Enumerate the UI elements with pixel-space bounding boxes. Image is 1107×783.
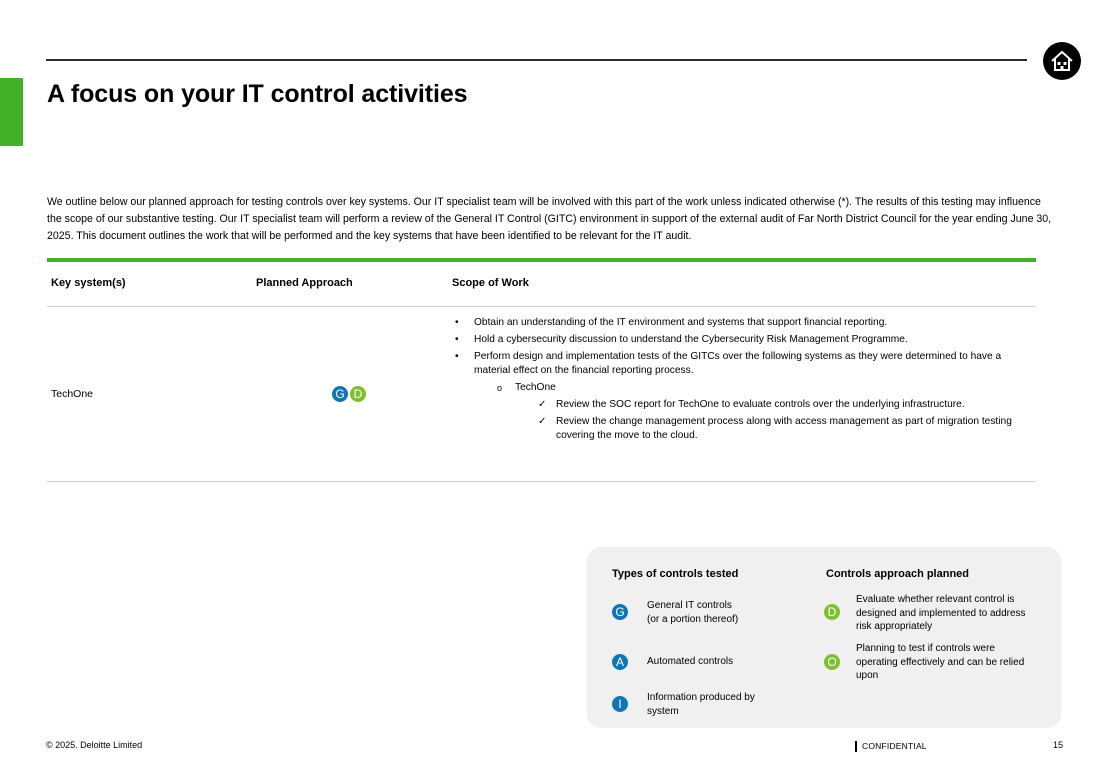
legend-approach-heading: Controls approach planned (826, 568, 970, 580)
accent-bar (0, 78, 23, 146)
home-icon (1050, 50, 1074, 72)
home-button[interactable] (1043, 42, 1081, 80)
scope-check-item: ✓ Review the SOC report for TechOne to evaluate controls over the underlying infrastructure. (538, 399, 965, 410)
d-badge-icon: D (350, 386, 366, 402)
top-rule (46, 59, 1027, 61)
table-top-rule (47, 258, 1036, 262)
footer-copyright: © 2025. Deloitte Limited (46, 740, 143, 750)
legend-information-produced: Information produced by system (647, 692, 755, 717)
legend-general-it-controls: General IT controls (or a portion thereof) (647, 600, 739, 625)
scope-bullet: • Obtain an understanding of the IT environment and systems that support financial reporting. (455, 317, 888, 328)
planned-approach-badges (332, 386, 366, 402)
legend-design-implementation: Evaluate whether relevant control is designed and implemented to address risk appropriately (856, 594, 1026, 632)
table-header-divider (47, 306, 1036, 307)
scope-check-item: ✓ Review the change management process along with access management as part of migration testing covering the move to the cloud. (538, 416, 1012, 441)
legend-automated-controls: Automated controls (647, 656, 734, 667)
scope-bullet: • Perform design and implementation tests of the GITCs over the following systems as they were determined to have a material effect on the financial reporting process. (455, 351, 1002, 376)
a-badge-icon: A (612, 654, 628, 670)
check-icon: ✓ (538, 399, 547, 410)
page-number: 15 (1053, 740, 1064, 750)
footer-divider (855, 741, 857, 752)
footer-confidential: CONFIDENTIAL (862, 741, 927, 751)
scope-of-work (452, 316, 1032, 446)
i-badge-icon: I (612, 696, 628, 712)
g-badge-icon: G (332, 386, 348, 402)
legend-panel (587, 547, 1061, 728)
scope-sub-bullet: o TechOne (497, 382, 556, 393)
d-badge-icon: D (824, 604, 840, 620)
page-title: A focus on your IT control activities (47, 80, 468, 108)
legend-types-heading: Types of controls tested (612, 568, 739, 580)
scope-bullet: • Hold a cybersecurity discussion to understand the Cybersecurity Risk Management Programme. (455, 334, 908, 345)
check-icon: ✓ (538, 416, 547, 427)
header-planned-approach: Planned Approach (256, 277, 353, 289)
header-key-systems: Key system(s) (51, 277, 126, 289)
intro-paragraph: We outline below our planned approach for testing controls over key systems. Our IT specialist team will be involved with this part of the work unless indicated otherwise (*). The results of this testing may influence the scope of our substantive testing. Our IT specialist team will perform a review of the General IT Control (GITC) environment in support of the external audit of Far North District Council for the year ending June 30, 2025. This document outlines the work that will be performed and the key systems that have been identified to be relevant for the IT audit. (47, 196, 1052, 242)
table-bottom-rule (47, 481, 1036, 482)
system-name: TechOne (51, 388, 94, 400)
legend-operating-effectiveness: Planning to test if controls were operating effectively and can be relied upon (856, 643, 1025, 681)
header-scope-of-work: Scope of Work (452, 277, 529, 289)
g-badge-icon: G (612, 604, 628, 620)
o-badge-icon: O (824, 654, 840, 670)
